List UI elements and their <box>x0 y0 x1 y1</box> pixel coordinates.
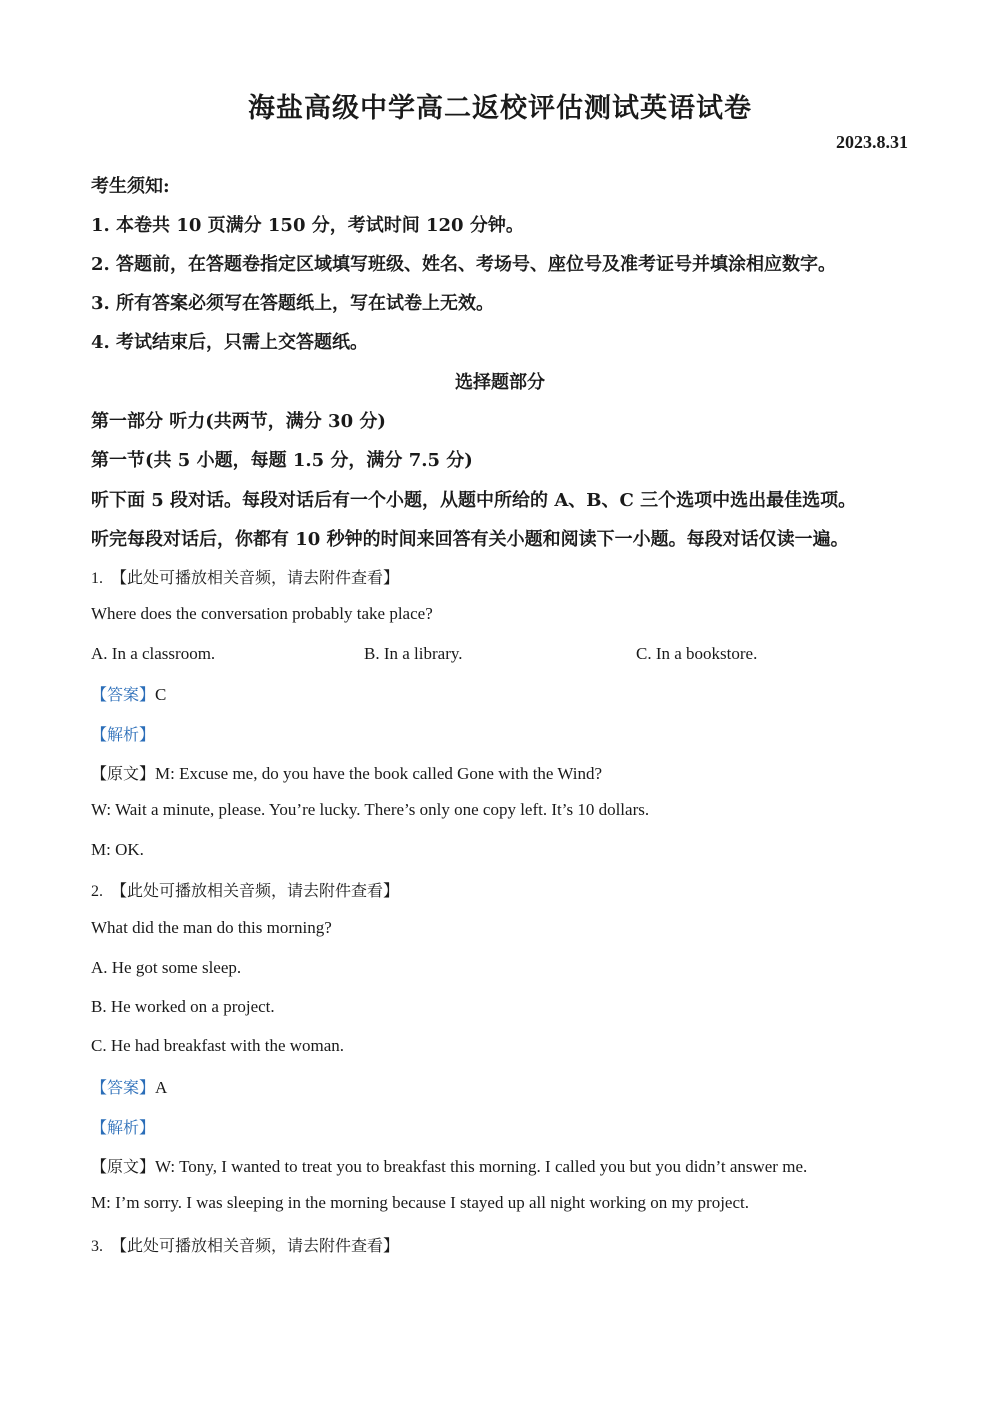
notice-item: 3. 所有答案必须写在答题纸上，写在试卷上无效。 <box>91 293 495 314</box>
notice-heading: 考生须知: <box>91 176 170 197</box>
answer-value: A <box>155 1078 168 1097</box>
question-number: 3. <box>91 1238 103 1255</box>
answer-row <box>91 1075 167 1098</box>
option-b: B. In a library. <box>364 644 463 663</box>
audio-link[interactable]: 【此处可播放相关音频，请去附件查看】 <box>111 1236 400 1255</box>
option-b: B. He worked on a project. <box>91 997 275 1016</box>
option-a: A. He got some sleep. <box>91 958 242 977</box>
option-c: C. He had breakfast with the woman. <box>91 1036 345 1055</box>
answer-label: 【答案】 <box>91 685 156 704</box>
notice-item: 4. 考试结束后，只需上交答题纸。 <box>91 332 369 353</box>
answer-value: C <box>155 685 167 704</box>
question-2-audio-row <box>91 878 399 901</box>
instruction-line: 听下面 5 段对话。每段对话后有一个小题，从题中所给的 A、B、C 三个选项中选出最佳选项。 <box>91 490 857 511</box>
part-heading: 第一部分 听力(共两节，满分 30 分) <box>91 411 386 432</box>
analysis-label: 【解析】 <box>91 725 156 744</box>
question-number: 2. <box>91 883 103 900</box>
transcript-line: 【原文】W: Tony, I wanted to treat you to breakfast this morning. I called you but you didn’t answer me. <box>91 1157 808 1176</box>
transcript-line: 【原文】M: Excuse me, do you have the book called Gone with the Wind? <box>91 764 603 783</box>
exam-date: 2023.8.31 <box>836 132 908 152</box>
option-c: C. In a bookstore. <box>636 644 758 663</box>
instruction-line: 听完每段对话后，你都有 10 秒钟的时间来回答有关小题和阅读下一小题。每段对话仅读一遍。 <box>91 529 849 550</box>
question-3-audio-row <box>91 1233 399 1256</box>
audio-link[interactable]: 【此处可播放相关音频，请去附件查看】 <box>111 881 400 900</box>
original-label: 【原文】 <box>91 764 156 783</box>
original-label: 【原文】 <box>91 1157 156 1176</box>
question-number: 1. <box>91 570 103 587</box>
answer-label: 【答案】 <box>91 1078 156 1097</box>
answer-row <box>91 682 166 705</box>
transcript-line: M: I’m sorry. I was sleeping in the morning because I stayed up all night working on my project. <box>91 1193 749 1212</box>
question-1-audio-row <box>91 565 399 588</box>
question-2-text: What did the man do this morning? <box>91 918 332 937</box>
transcript-line: M: OK. <box>91 840 144 859</box>
audio-link[interactable]: 【此处可播放相关音频，请去附件查看】 <box>111 568 400 587</box>
notice-item: 1. 本卷共 10 页满分 150 分，考试时间 120 分钟。 <box>91 215 524 236</box>
option-a: A. In a classroom. <box>91 644 216 663</box>
question-1-text: Where does the conversation probably take place? <box>91 604 433 623</box>
transcript-line: W: Wait a minute, please. You’re lucky. There’s only one copy left. It’s 10 dollars. <box>91 800 650 819</box>
analysis-label: 【解析】 <box>91 1118 156 1137</box>
section-heading: 选择题部分 <box>455 372 545 393</box>
notice-item: 2. 答题前，在答题卷指定区域填写班级、姓名、考场号、座位号及准考证号并填涂相应数字。 <box>91 254 837 275</box>
page-title: 海盐高级中学高二返校评估测试英语试卷 <box>248 93 752 124</box>
subsection-heading: 第一节(共 5 小题，每题 1.5 分，满分 7.5 分) <box>91 450 473 471</box>
